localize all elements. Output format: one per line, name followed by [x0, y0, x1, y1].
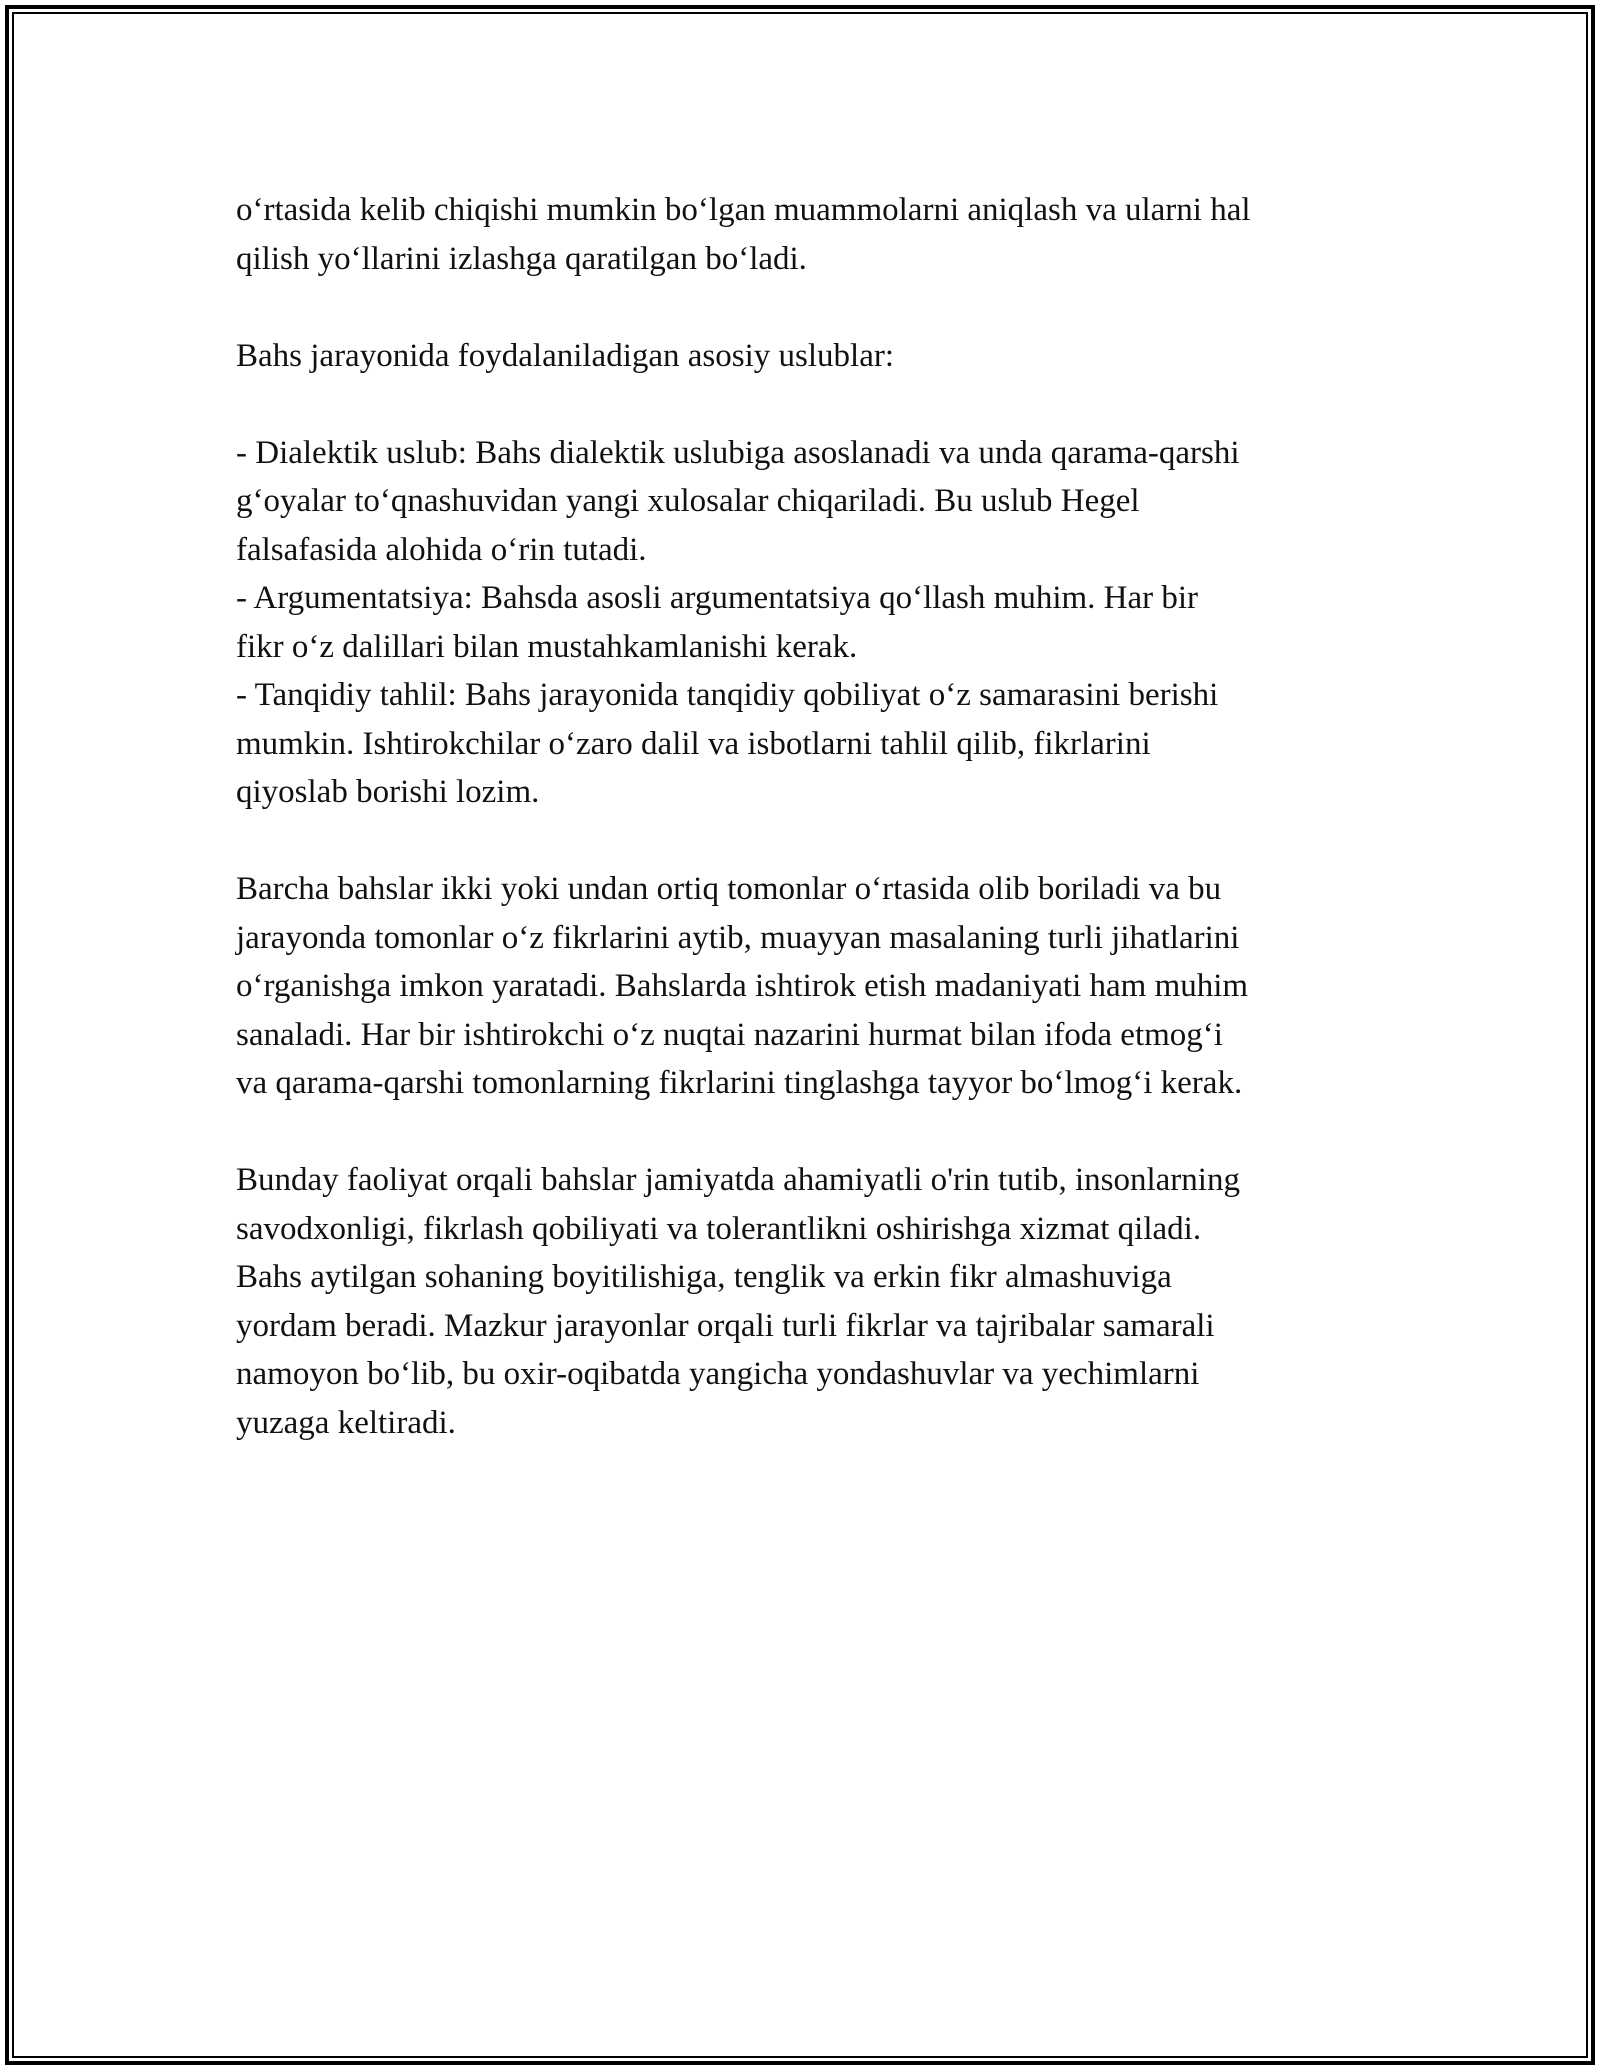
text-line: g‘oyalar to‘qnashuvidan yangi xulosalar chiqariladi. Bu uslub Hegel — [236, 483, 1140, 519]
text-line: falsafasida alohida o‘rin tutadi. — [236, 531, 647, 568]
text-line: Bahs aytilgan sohaning boyitilishiga, tenglik va erkin fikr almashuviga — [236, 1259, 1172, 1295]
document-body — [236, 186, 1376, 1447]
text-line: va qarama-qarshi tomonlarning fikrlarini tinglashga tayyor bo‘lmog‘i kerak. — [236, 1065, 1243, 1101]
text-line: savodxonligi, fikrlash qobiliyati va tolerantlikni oshirishga xizmat qiladi. — [236, 1210, 1202, 1247]
paragraph — [236, 186, 1376, 283]
paragraph — [236, 1156, 1376, 1447]
text-line: sanaladi. Har bir ishtirokchi o‘z nuqtai nazarini hurmat bilan ifoda etmog‘i — [236, 1016, 1223, 1053]
text-line: Bunday faoliyat orqali bahslar jamiyatda ahamiyatli o'rin tutib, insonlarning — [236, 1162, 1240, 1198]
paragraph — [236, 332, 1376, 381]
text-line: Barcha bahslar ikki yoki undan ortiq tomonlar o‘rtasida olib boriladi va bu — [236, 871, 1222, 907]
paragraph — [236, 865, 1376, 1108]
text-line: fikr o‘z dalillari bilan mustahkamlanishi kerak. — [236, 628, 858, 665]
list-item-dialektik: - Dialektik uslub: Bahs dialektik uslubiga asoslanadi va unda qarama-qarshi — [236, 434, 1240, 471]
text-line: qilish yo‘llarini izlashga qaratilgan bo‘ladi. — [236, 240, 807, 277]
text-line: qiyoslab borishi lozim. — [236, 774, 540, 810]
text-line: o‘rtasida kelib chiqishi mumkin bo‘lgan muammolarni aniqlash va ularni hal — [236, 192, 1251, 228]
list-item-argumentatsiya: - Argumentatsiya: Bahsda asosli argumentatsiya qo‘llash muhim. Har bir — [236, 580, 1199, 616]
text-line: jarayonda tomonlar o‘z fikrlarini aytib, muayyan masalaning turli jihatlarini — [236, 919, 1240, 956]
text-line: namoyon bo‘lib, bu oxir-oqibatda yangicha yondashuvlar va yechimlarni — [236, 1356, 1200, 1392]
text-line: Bahs jarayonida foydalaniladigan asosiy uslublar: — [236, 337, 895, 374]
text-line: mumkin. Ishtirokchilar o‘zaro dalil va isbotlarni tahlil qilib, fikrlarini — [236, 725, 1151, 762]
bullet-list — [236, 429, 1376, 817]
list-item-tanqidiy: - Tanqidiy tahlil: Bahs jarayonida tanqidiy qobiliyat o‘z samarasini berishi — [236, 677, 1219, 713]
text-line: yordam beradi. Mazkur jarayonlar orqali turli fikrlar va tajribalar samarali — [236, 1307, 1215, 1344]
text-line: yuzaga keltiradi. — [236, 1404, 456, 1441]
text-line: o‘rganishga imkon yaratadi. Bahslarda ishtirok etish madaniyati ham muhim — [236, 968, 1249, 1004]
